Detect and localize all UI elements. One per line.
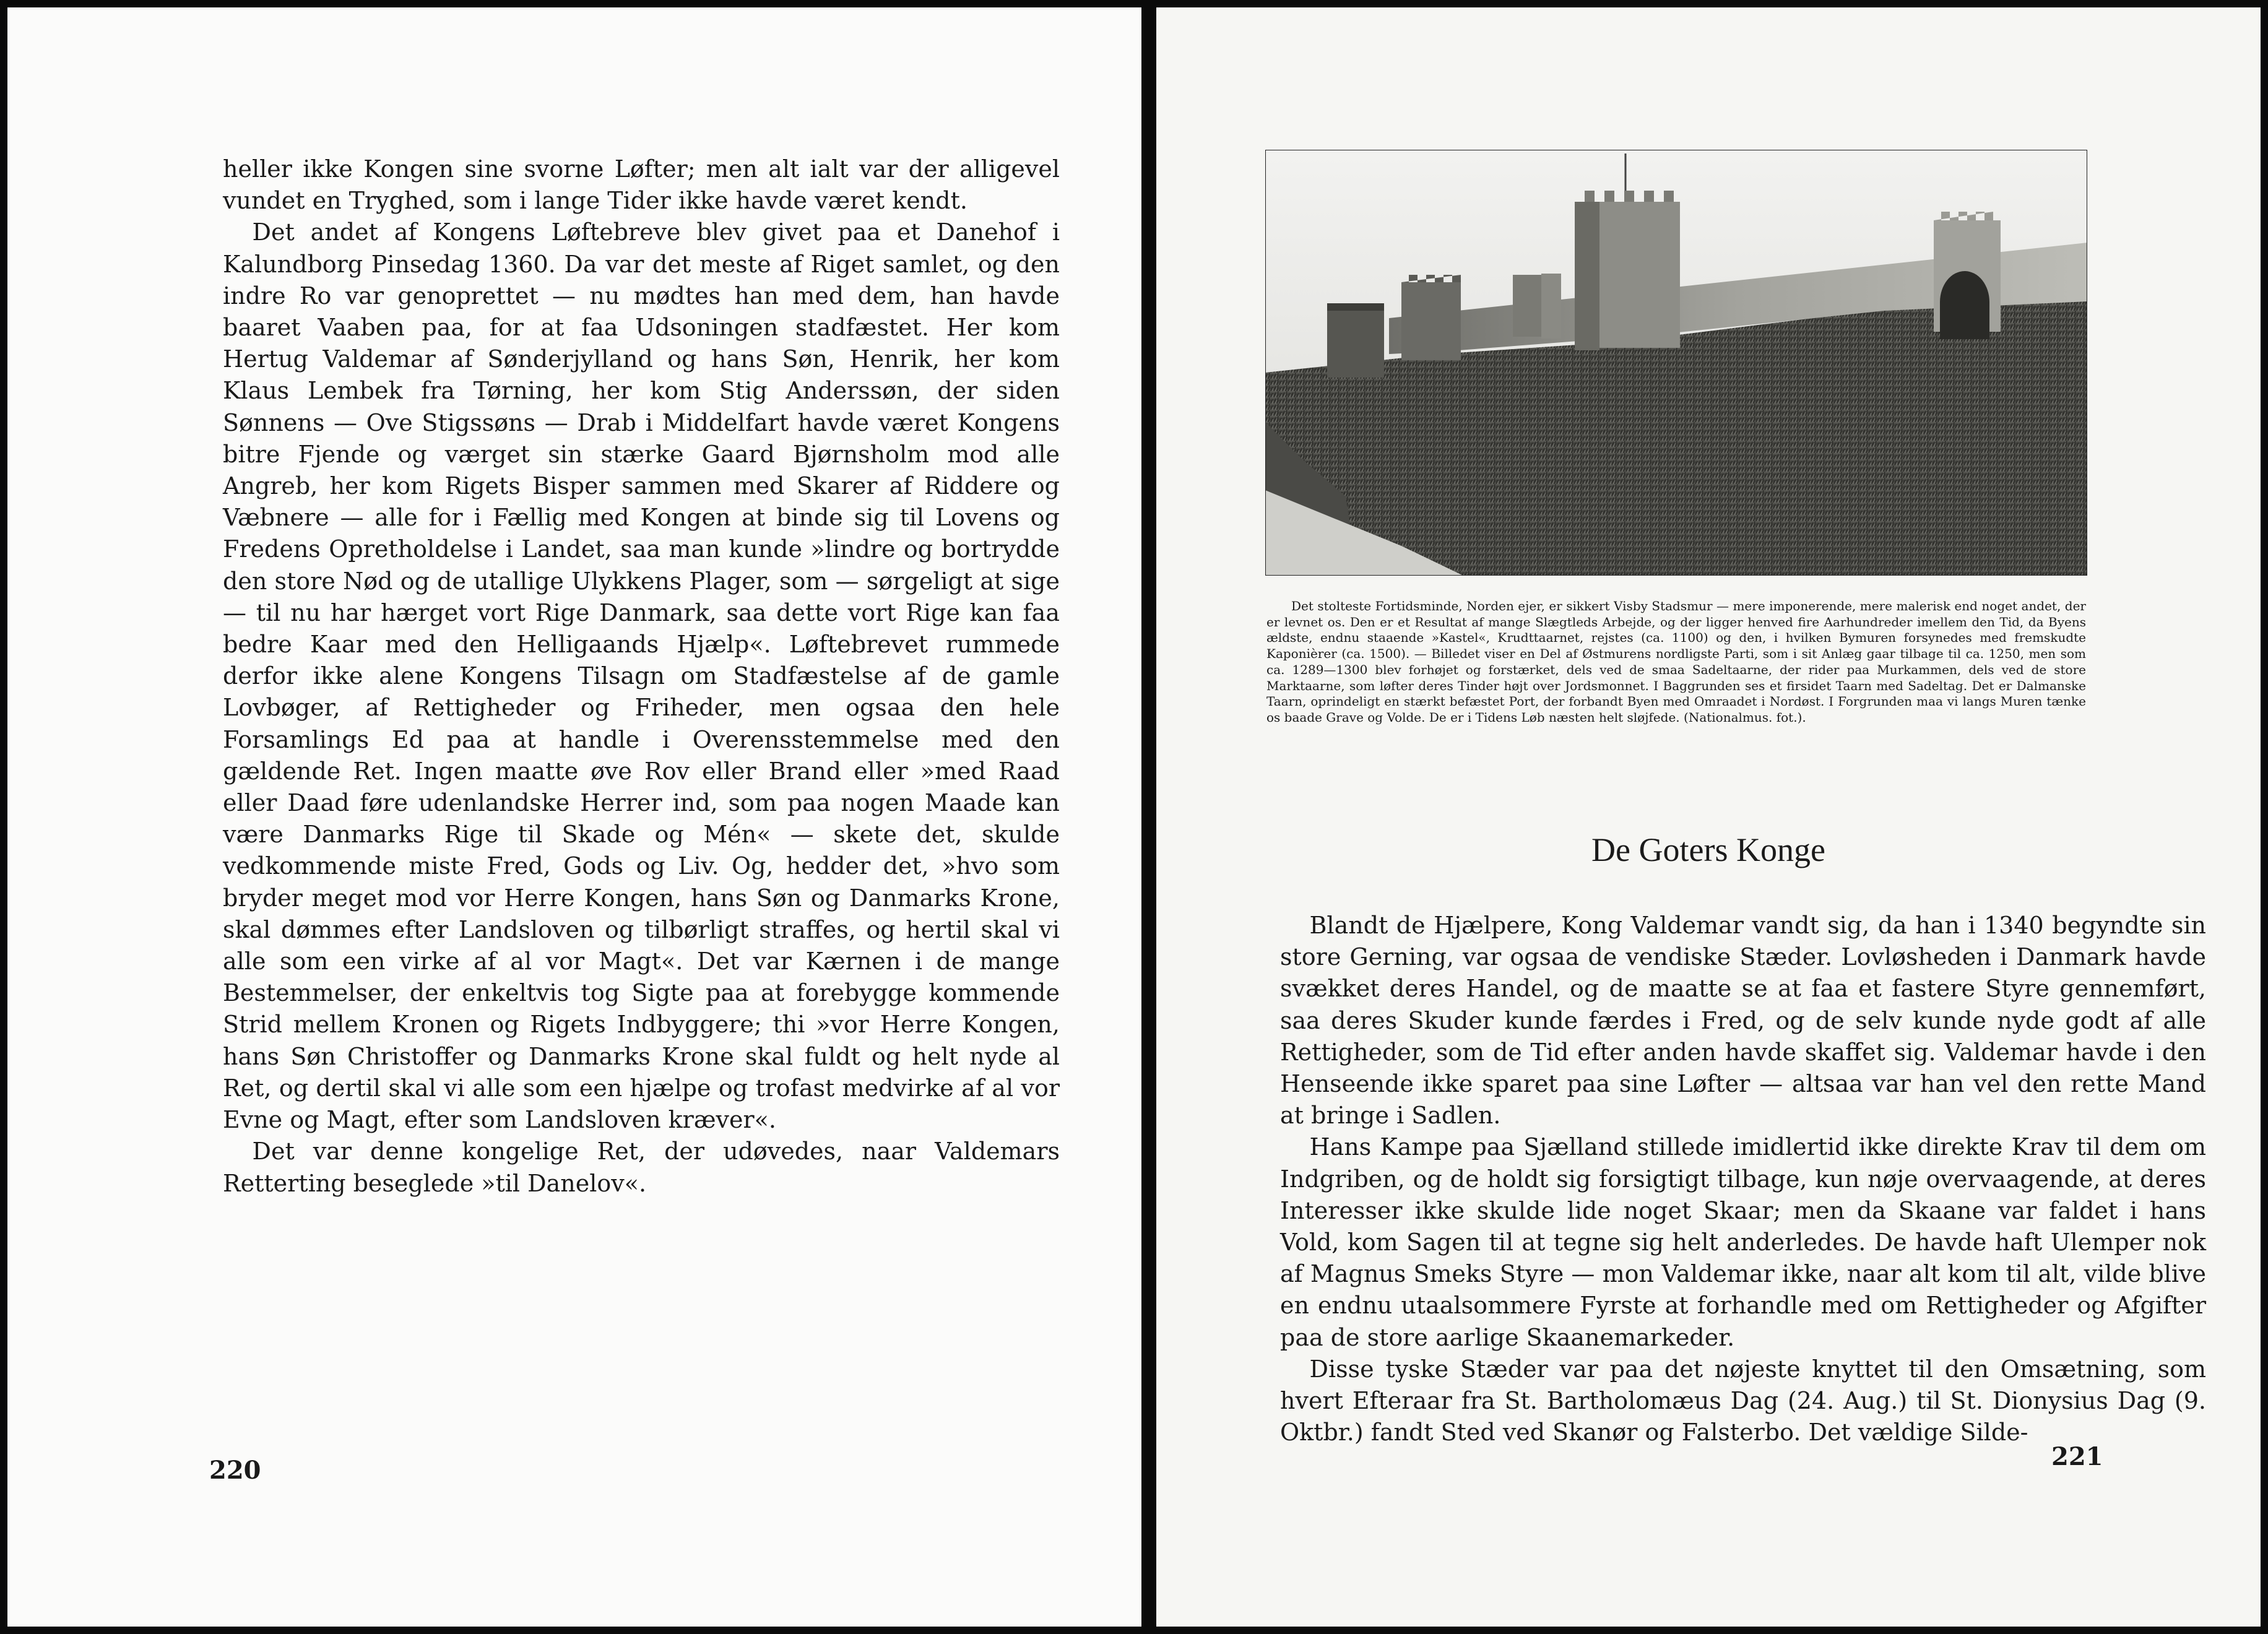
left-body-text [223, 153, 1060, 1200]
left-page [7, 7, 1141, 1627]
paragraph: Blandt de Hjælpere, Kong Valdemar vandt sig, da han i 1340 begyndte sin store Gerning, var ogsaa de vendiske Stæder. Lovløsheden i Danmark havde svækket deres Handel, og de maatte se at faa et fastere Styre gennemført, saa deres Skuder kunde færdes i Fred, og de selv kunde nyde godt af alle Rettigheder, som de Tid efter anden havde skaffet sig. Valdemar havde i den Henseende ikke sparet paa sine Løfter — altsaa var han vel den rette Mand at bringe i Sadlen. [1280, 912, 2206, 1130]
paragraph: heller ikke Kongen sine svorne Løfter; men alt ialt var der alligevel vundet en Tryghed, som i lange Tider ikke havde været kendt. [223, 155, 1060, 215]
chapter-heading: De Goters Konge [1591, 831, 1825, 868]
paragraph: Hans Kampe paa Sjælland stillede imidlertid ikke direkte Krav til dem om Indgriben, og de holdt sig forsigtigt tilbage, kun nøje overvaagende, at deres Interesser ikke skulde lide noget Skaar; men da Skaane var faldet i hans Vold, kom Sagen til at tegne sig helt anderledes. De havde haft Ulemper nok af Magnus Smeks Styre — mon Valdemar ikke, naar alt kom til alt, vilde blive en endnu utaalsommere Fyrste at forhandle med om Rettigheder og Afgifter paa de store aarlige Skaanemarkeder. [1280, 1133, 2206, 1351]
paragraph: Disse tyske Stæder var paa det nøjeste knyttet til den Omsætning, som hvert Efteraar fra St. Bartholomæus Dag (24. Aug.) til St. Dionysius Dag (9. Oktbr.) fandt Sted ved Skanør og Falsterbo. Det vældige Silde- [1280, 1355, 2206, 1446]
visby-wall-photo [1265, 150, 2087, 576]
photo-caption: Det stolteste Fortidsminde, Norden ejer, er sikkert Visby Stadsmur — mere imponerende, mere malerisk end noget andet, der er levnet os. Den er et Resultat af mange Slægtleds Arbejde, og der ligger henved fire Aarhundreder imellem den Tid, da Byens ældste, endnu staaende »Kastel«, Krudttaarnet, rejstes (ca. 1100) og den, i hvilken Bymuren forsynedes med fremskudte Kaponièrer (ca. 1500). — Billedet viser en Del af Østmurens nordligste Parti, som i sit Anlæg gaar tilbage til ca. 1250, men som ca. 1289—1300 blev forhøjet og forstærket, dels ved de smaa Sadeltaarne, der rider paa Murkammen, dels ved de store Marktaarne, som løfter deres Tinder højt over Jordsmonnet. I Baggrunden ses et firsidet Taarn med Sadeltag. Det er Dalmanske Taarn, oprindeligt en stærkt befæstet Port, der forbandt Byen med Omraadet i Nordøst. I Forgrunden maa vi langs Muren tænke os baade Grave og Volde. De er i Tidens Løb næsten helt sløjfede. (Nationalmus. fot.). [1266, 599, 2086, 725]
right-body-text [1280, 910, 2206, 1448]
right-page [1156, 7, 2261, 1627]
photo-illustration [1265, 150, 2087, 576]
page-number: 220 [209, 1456, 261, 1485]
page-number: 221 [2051, 1442, 2103, 1471]
paragraph: Det var denne kongelige Ret, der udøvedes, naar Valdemars Retterting beseglede »til Danelov«. [223, 1138, 1060, 1197]
paragraph: Det andet af Kongens Løftebreve blev givet paa et Danehof i Kalundborg Pinsedag 1360. Da var det meste af Riget samlet, og den indre Ro var genoprettet — nu mødtes han med dem, han havde baaret Vaaben paa, for at faa Udsoningen stadfæstet. Her kom Hertug Valdemar af Sønderjylland og hans Søn, Henrik, her kom Klaus Lembek fra Tørning, her kom Stig Anderssøn, der siden Sønnens — Ove Stigssøns — Drab i Middelfart havde været Kongens bitre Fjende og værget sin stærke Gaard Bjørnsholm mod alle Angreb, her kom Rigets Bisper sammen med Skarer af Riddere og Væbnere — alle for i Fællig med Kongen at binde sig til Lovens og Fredens Opretholdelse i Landet, saa man kunde »lindre og bortrydde den store Nød og de utallige Ulykkens Plager, som — sørgeligt at sige — til nu har hærget vort Rige Danmark, saa dette vort Rige kan faa bedre Kaar med den Helligaands Hjælp«. Løftebrevet rummede derfor ikke alene Kongens Tilsagn om Stadfæstelse af de gamle Lovbøger, af Rettigheder og Friheder, men ogsaa den hele Forsamlings Ed paa at handle i Overensstemmelse med den gældende Ret. Ingen maatte øve Rov eller Brand eller »med Raad eller Daad føre udenlandske Herrer ind, som paa nogen Maade kan være Danmarks Rige til Skade og Mén« — skete det, skulde vedkommende miste Fred, Gods og Liv. Og, hedder det, »hvo som bryder meget mod vor Herre Kongen, hans Søn og Danmarks Krone, skal dømmes efter Landsloven og tilbørligt straffes, og hertil skal vi alle som een virke af al vor Magt«. Det var Kærnen i de mange Bestemmelser, der enkeltvis tog Sigte paa at forebygge kommende Strid mellem Kronen og Rigets Indbyggere; thi »vor Herre Kongen, hans Søn Christoffer og Danmarks Krone skal fuldt og helt nyde al Ret, og dertil skal vi alle som een hjælpe og trofast medvirke af al vor Evne og Magt, efter som Landsloven kræver«. [223, 218, 1060, 1134]
